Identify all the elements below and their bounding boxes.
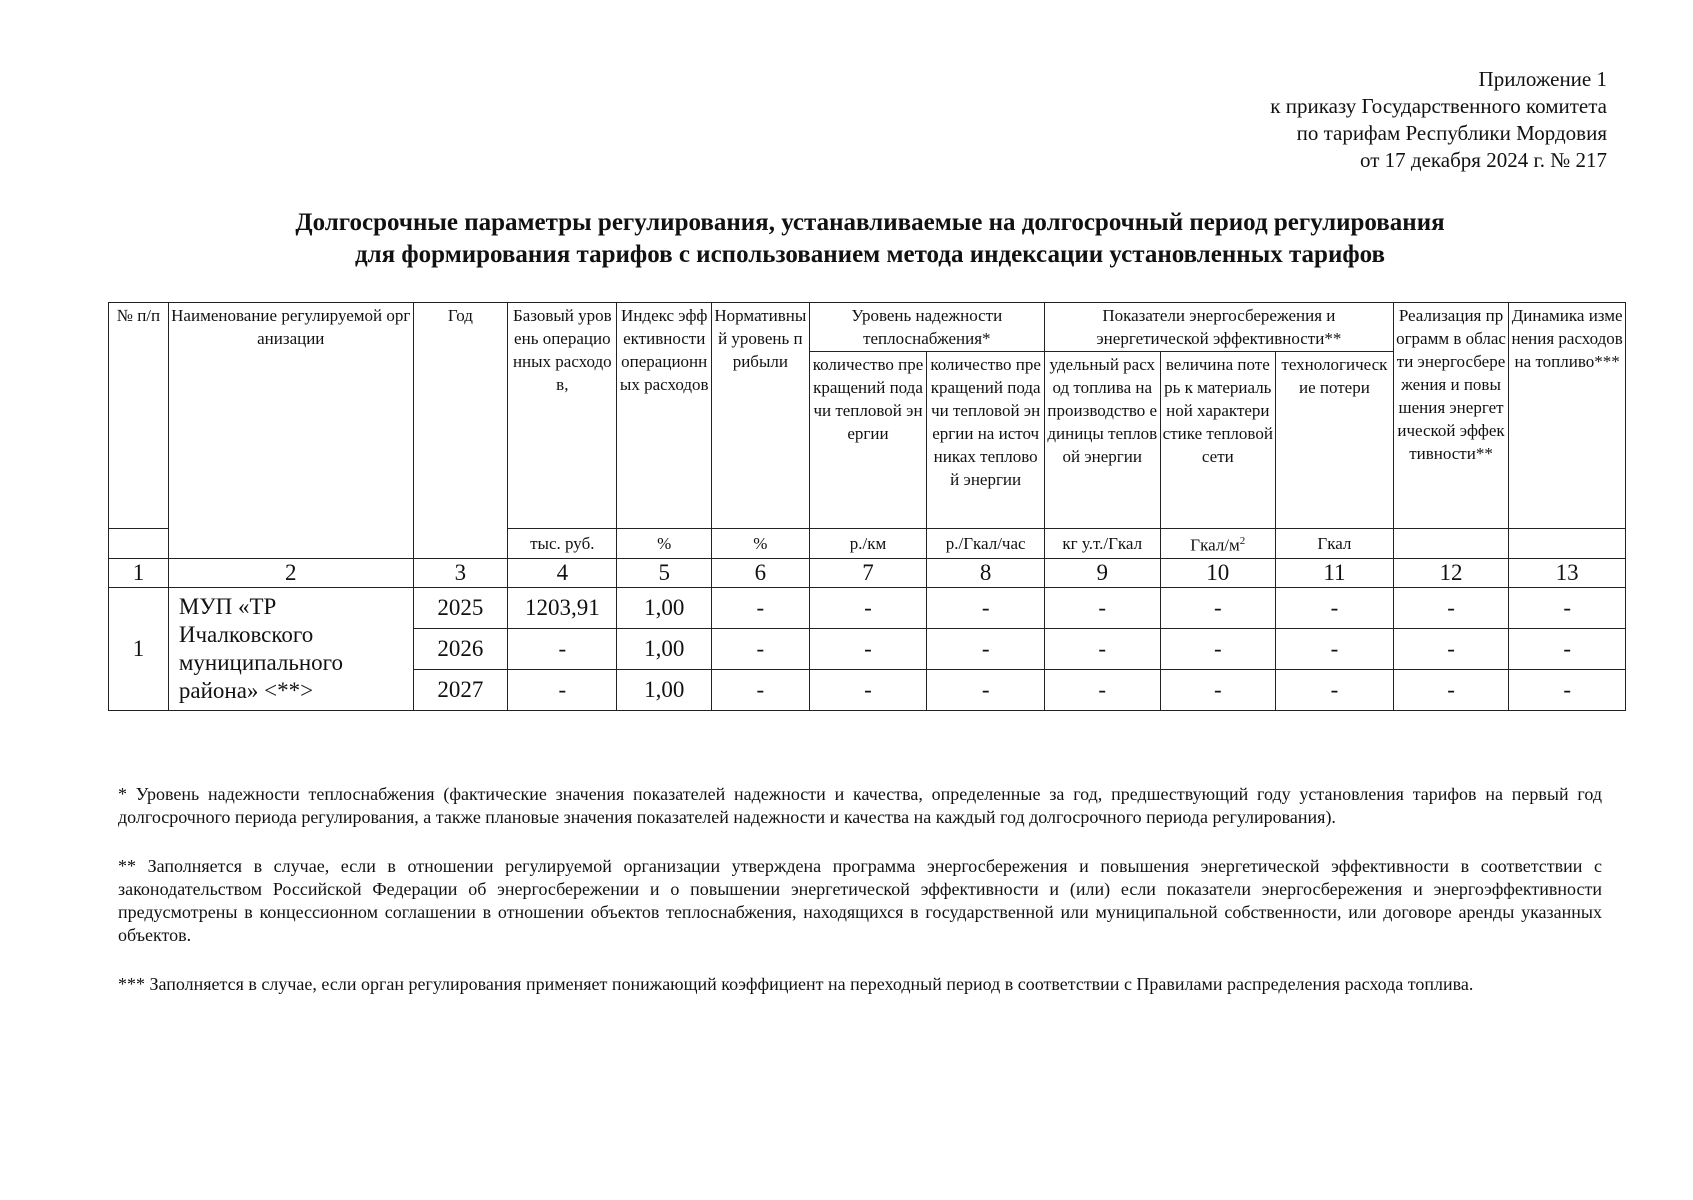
unit-text: Гкал/м — [1190, 535, 1240, 555]
cell-interruptions: - — [809, 669, 927, 710]
cell-fuel-dynamics: - — [1509, 669, 1626, 710]
cell-programs: - — [1393, 669, 1509, 710]
annex-line: по тарифам Республики Мордовия — [1296, 121, 1607, 145]
unit-efficiency-index: % — [617, 529, 712, 559]
unit-tech-losses: Гкал — [1276, 529, 1394, 559]
footnote-energy-saving: ** Заполняется в случае, если в отношении регулируемой организации утверждена программа энергосбережения и повышения энергетической эффективности в соответствии с законодательством Российской Федерации об энергосбережении и о повышении энергетической эффективности и (или) если показатели энергосбережения и энергоэффективности предусмотрены в концессионном соглашении в отношении объектов теплоснабжения, находящихся в государственной или муниципальной собственности, или договоре аренды указанных объектов. — [118, 856, 1602, 945]
unit-interruptions: р./км — [809, 529, 927, 559]
unit-superscript: 2 — [1239, 535, 1246, 547]
title-line: для формирования тарифов с использованием метода индексации установленных тарифов — [354, 241, 1386, 268]
unit-fuel-consumption: кг у.т./Гкал — [1044, 529, 1160, 559]
cell-tech-losses: - — [1276, 628, 1394, 669]
org-number: 1 — [109, 587, 169, 710]
annex-line: Приложение 1 — [1478, 67, 1607, 91]
cell-profit-level: - — [711, 669, 809, 710]
header-fuel-dynamics: Динамика изменения расходов на топливо*** — [1509, 303, 1626, 529]
header-year: Год — [413, 303, 508, 559]
unit-empty — [109, 529, 169, 559]
unit-interruptions-sources: р./Гкал/час — [927, 529, 1045, 559]
column-number: 12 — [1393, 558, 1509, 587]
header-loss-value: величина потерь к материальной характеристике тепловой сети — [1160, 352, 1276, 529]
cell-year: 2027 — [413, 669, 508, 710]
header-fuel-consumption: удельный расход топлива на производство единицы тепловой энергии — [1044, 352, 1160, 529]
cell-profit-level: - — [711, 628, 809, 669]
org-name: МУП «ТР Ичалковского муниципального района» <**> — [168, 587, 413, 710]
cell-year: 2026 — [413, 628, 508, 669]
column-number: 11 — [1276, 558, 1394, 587]
unit-empty — [1509, 529, 1626, 559]
cell-fuel-consumption: - — [1044, 587, 1160, 628]
cell-interruptions-sources: - — [927, 587, 1045, 628]
annex-line: к приказу Государственного комитета — [1270, 94, 1607, 118]
cell-programs: - — [1393, 587, 1509, 628]
column-numbering-row — [109, 558, 1626, 587]
cell-efficiency-index: 1,00 — [617, 669, 712, 710]
header-row — [109, 303, 1626, 352]
cell-interruptions: - — [809, 587, 927, 628]
column-number: 2 — [168, 558, 413, 587]
header-profit-level: Нормативный уровень прибыли — [711, 303, 809, 529]
header-base-opex: Базовый уровень операционных расходов, — [508, 303, 617, 529]
header-interruptions: количество прекращений подачи тепловой энергии — [809, 352, 927, 529]
header-interruptions-sources: количество прекращений подачи тепловой энергии на источниках тепловой энергии — [927, 352, 1045, 529]
footnotes — [118, 783, 1602, 1022]
header-tech-losses: технологические потери — [1276, 352, 1394, 529]
unit-loss-value — [1160, 529, 1276, 559]
cell-base-opex: - — [508, 628, 617, 669]
footnote-reliability: * Уровень надежности теплоснабжения (фактические значения показателей надежности и качества, определенные за год, предшествующий году установления тарифов на первый год долгосрочного периода регулирования, а также плановые значения показателей надежности и качества на каждый год долгосрочного периода регулирования). — [118, 784, 1602, 827]
cell-year: 2025 — [413, 587, 508, 628]
column-number: 9 — [1044, 558, 1160, 587]
cell-tech-losses: - — [1276, 669, 1394, 710]
document-title — [110, 207, 1630, 271]
annex-line: от 17 декабря 2024 г. № 217 — [1360, 148, 1607, 172]
header-efficiency-index: Индекс эффективности операционных расходов — [617, 303, 712, 529]
cell-interruptions-sources: - — [927, 669, 1045, 710]
cell-efficiency-index: 1,00 — [617, 628, 712, 669]
parameters-table — [108, 302, 1626, 711]
cell-efficiency-index: 1,00 — [617, 587, 712, 628]
cell-base-opex: - — [508, 669, 617, 710]
cell-tech-losses: - — [1276, 587, 1394, 628]
header-energy-group: Показатели энергосбережения и энергетической эффективности** — [1044, 303, 1393, 352]
annex-header — [1270, 66, 1607, 174]
cell-profit-level: - — [711, 587, 809, 628]
header-org-name: Наименование регулируемой организации — [168, 303, 413, 559]
column-number: 8 — [927, 558, 1045, 587]
cell-loss-value: - — [1160, 628, 1276, 669]
column-number: 6 — [711, 558, 809, 587]
header-programs: Реализация программ в области энергосбережения и повышения энергетической эффективности** — [1393, 303, 1509, 529]
column-number: 4 — [508, 558, 617, 587]
cell-loss-value: - — [1160, 587, 1276, 628]
footnote-fuel: *** Заполняется в случае, если орган регулирования применяет понижающий коэффициент на переходный период в соответствии с Правилами распределения расхода топлива. — [118, 974, 1474, 994]
cell-programs: - — [1393, 628, 1509, 669]
column-number: 1 — [109, 558, 169, 587]
cell-base-opex: 1203,91 — [508, 587, 617, 628]
cell-fuel-consumption: - — [1044, 669, 1160, 710]
header-reliability-group: Уровень надежности теплоснабжения* — [809, 303, 1044, 352]
column-number: 7 — [809, 558, 927, 587]
unit-empty — [1393, 529, 1509, 559]
unit-profit-level: % — [711, 529, 809, 559]
cell-fuel-consumption: - — [1044, 628, 1160, 669]
column-number: 13 — [1509, 558, 1626, 587]
cell-interruptions: - — [809, 628, 927, 669]
cell-fuel-dynamics: - — [1509, 587, 1626, 628]
title-line: Долгосрочные параметры регулирования, устанавливаемые на долгосрочный период регулирования — [295, 209, 1445, 236]
header-number: № п/п — [109, 303, 169, 529]
column-number: 3 — [413, 558, 508, 587]
cell-loss-value: - — [1160, 669, 1276, 710]
cell-fuel-dynamics: - — [1509, 628, 1626, 669]
cell-interruptions-sources: - — [927, 628, 1045, 669]
column-number: 10 — [1160, 558, 1276, 587]
unit-base-opex: тыс. руб. — [508, 529, 617, 559]
table-row — [109, 587, 1626, 628]
column-number: 5 — [617, 558, 712, 587]
